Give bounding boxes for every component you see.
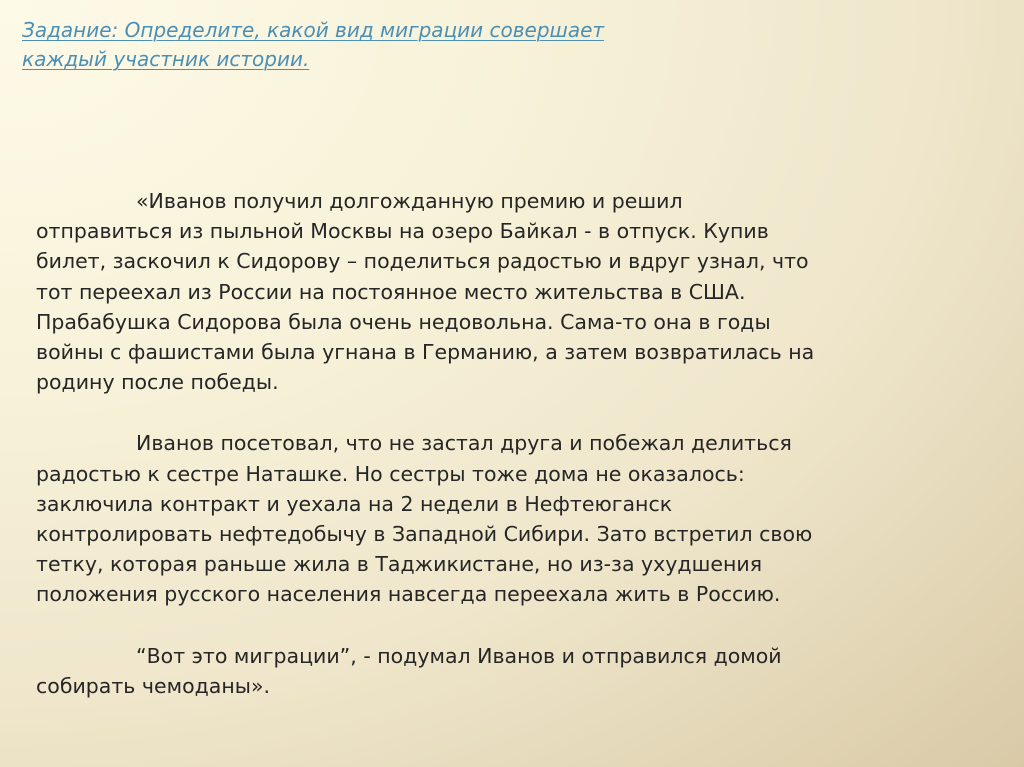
story-line: положения русского населения навсегда переехала жить в Россию. — [36, 582, 781, 607]
story-line: «Иванов получил долгожданную премию и решил — [136, 189, 683, 213]
story-text — [36, 186, 836, 701]
story-line: Иванов посетовал, что не застал друга и побежал делиться — [136, 431, 792, 456]
story-line: отправиться из пыльной Москвы на озеро Байкал - в отпуск. Купив — [36, 219, 769, 244]
story-line: контролировать нефтедобычу в Западной Сибири. Зато встретил свою — [36, 522, 813, 547]
story-line: собирать чемоданы». — [36, 673, 271, 698]
story-line: войны с фашистами была угнана в Германию, а затем возвратилась на — [36, 340, 815, 365]
story-line: Прабабушка Сидорова была очень недовольна. Сама-то она в годы — [36, 309, 771, 334]
story-paragraph — [36, 428, 836, 609]
story-line: “Вот это миграции”, - подумал Иванов и отправился домой — [136, 643, 782, 668]
story-line: радостью к сестре Наташке. Но сестры тоже дома не оказалось: — [36, 461, 745, 486]
task-title-line: Задание: Определите, какой вид миграции совершает — [22, 18, 605, 42]
story-line: тот переехал из России на постоянное место жительства в США. — [36, 279, 746, 304]
story-line: родину после победы. — [36, 370, 279, 395]
task-title — [22, 16, 662, 74]
story-line: тетку, которая раньше жила в Таджикистане, но из-за ухудшения — [36, 552, 763, 577]
task-title-line: каждый участник истории. — [22, 47, 310, 71]
story-line: билет, заскочил к Сидорову – поделиться радостью и вдруг узнал, что — [36, 249, 809, 274]
story-paragraph — [36, 641, 836, 701]
story-line: заключила контракт и уехала на 2 недели в Нефтеюганск — [36, 491, 673, 516]
story-paragraph — [36, 186, 836, 397]
